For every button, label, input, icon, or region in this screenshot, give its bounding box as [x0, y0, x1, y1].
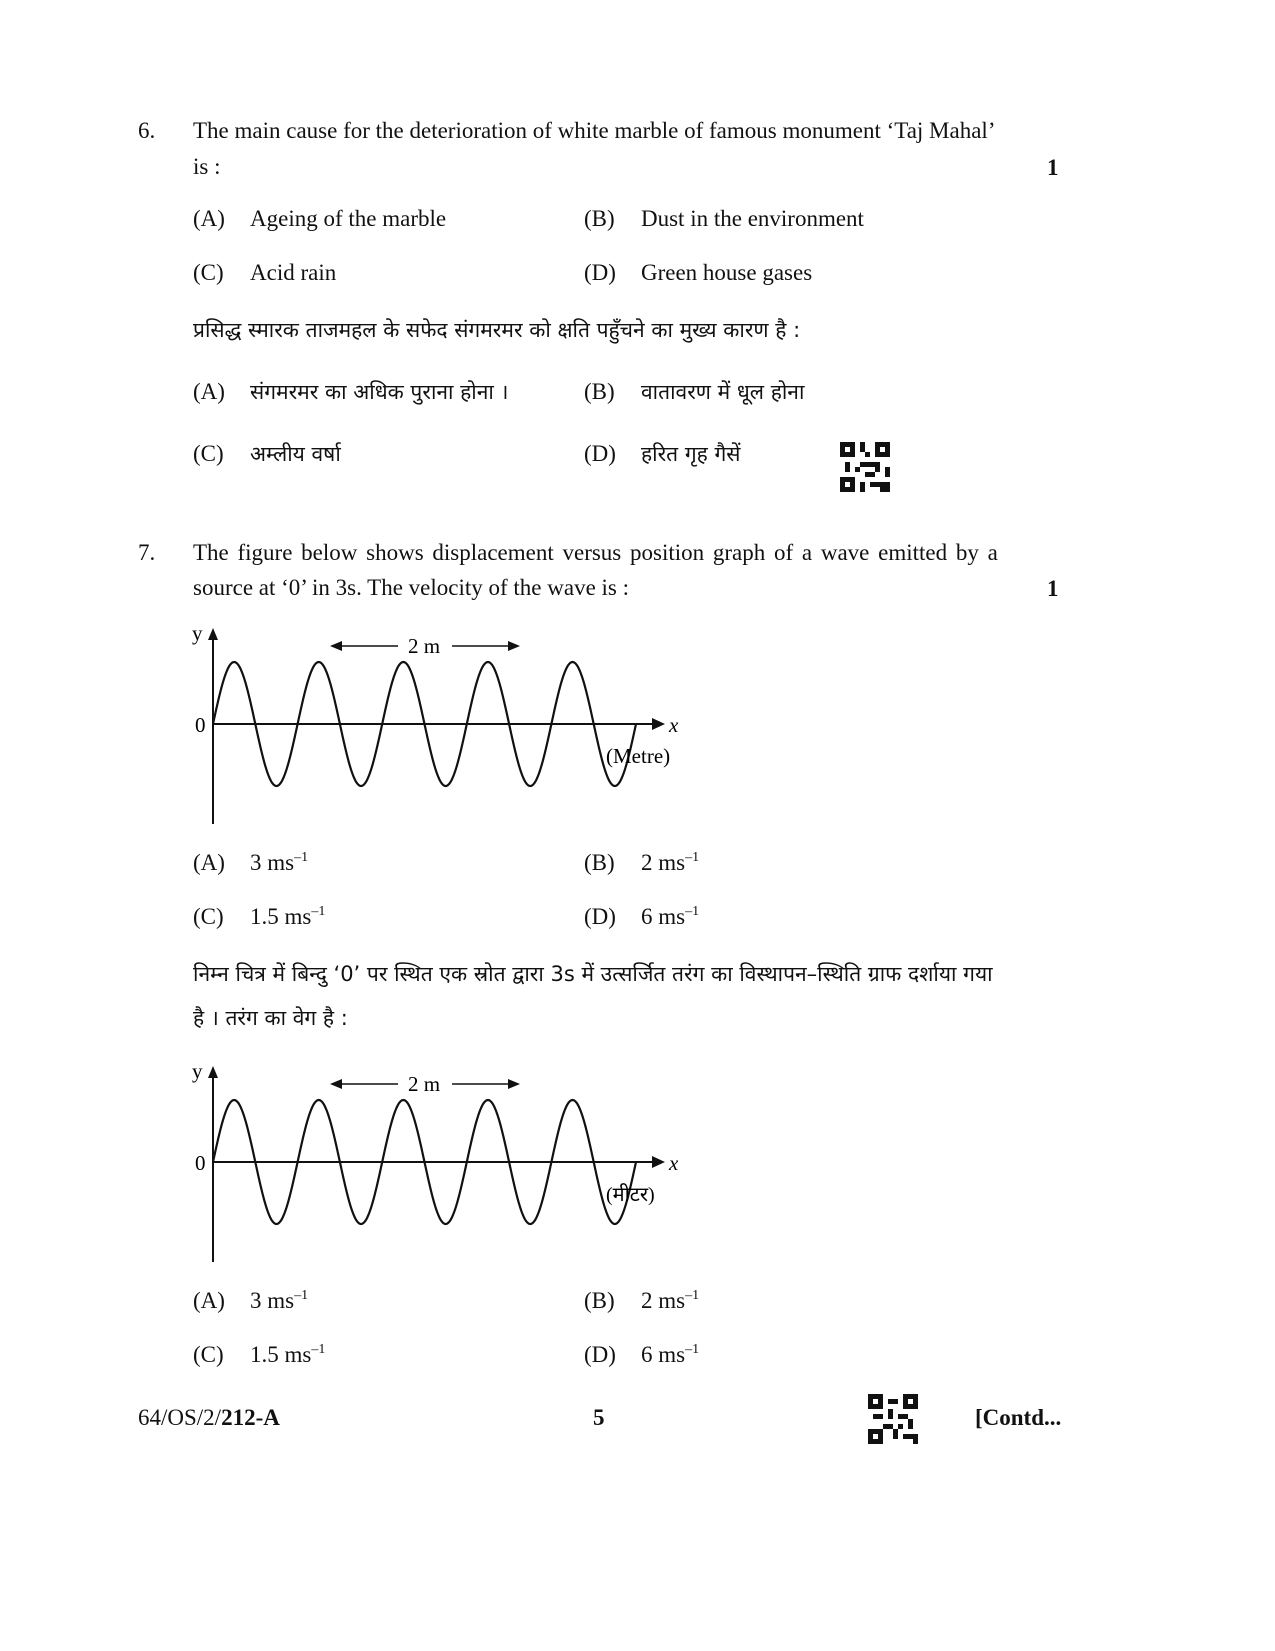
y-axis-arrowhead: [208, 1066, 218, 1078]
wave-graph-hi: [180, 1058, 700, 1268]
q6-option-b-hi: [584, 378, 804, 406]
option-text: Ageing of the marble: [250, 206, 447, 231]
paper-code-set: 212-A: [221, 1405, 280, 1430]
option-exponent: –1: [685, 1288, 700, 1303]
option-label: (D): [584, 441, 616, 466]
option-text: Green house gases: [641, 260, 813, 285]
y-axis-label: y: [192, 1059, 203, 1083]
question-7-number: 7.: [138, 540, 156, 565]
option-exponent: –1: [685, 850, 700, 865]
option-label: (D): [584, 904, 616, 929]
option-exponent: –1: [685, 904, 700, 919]
question-7-text-en-line1: The figure below shows displacement versus position graph of a wave emitted by a: [193, 540, 998, 565]
q6-option-a-hi: [193, 378, 508, 406]
option-label: (A): [193, 1288, 225, 1313]
option-label: (B): [584, 206, 615, 231]
origin-label: 0: [195, 713, 206, 737]
q7-option-c-hi: [193, 1342, 325, 1368]
unit-label: (मीटर): [606, 1184, 655, 1206]
qr-code-icon: [840, 442, 890, 492]
unit-label: (Metre): [606, 744, 671, 768]
option-label: (D): [584, 1342, 616, 1367]
qr-code-icon: [868, 1394, 918, 1444]
continued-label: [Contd...: [975, 1405, 1062, 1430]
q7-option-a-hi: [193, 1288, 308, 1314]
option-text: संगमरमर का अधिक पुराना होना ।: [250, 380, 509, 404]
option-label: (B): [584, 1288, 615, 1313]
question-6-number: 6.: [138, 118, 156, 143]
option-exponent: –1: [685, 1342, 700, 1357]
option-exponent: –1: [294, 1288, 309, 1303]
option-text: Dust in the environment: [641, 206, 864, 231]
q7-option-d-hi: [584, 1342, 699, 1368]
option-label: (C): [193, 1342, 224, 1367]
span-arrowhead-left: [330, 641, 342, 651]
option-label: (C): [193, 260, 224, 285]
option-label: (B): [584, 379, 615, 404]
span-arrowhead-right: [508, 641, 520, 651]
q7-option-b-hi: [584, 1288, 699, 1314]
y-axis-label: y: [192, 621, 203, 645]
question-6-text-en-line2: is :: [193, 154, 221, 179]
option-label: (A): [193, 379, 225, 404]
q6-option-c-hi: [193, 440, 341, 468]
option-label: (D): [584, 260, 616, 285]
q6-option-a-en: [193, 206, 446, 232]
question-6-text-hi: प्रसिद्ध स्मारक ताजमहल के सफेद संगमरमर को क्षति पहुँचने का मुख्य कारण है :: [193, 318, 801, 342]
option-value: 3 ms: [250, 850, 295, 875]
span-label: 2 m: [407, 634, 441, 658]
question-7-text-en-line2: source at ‘0’ in 3s. The velocity of the wave is :: [193, 575, 630, 600]
option-value: 2 ms: [641, 850, 686, 875]
option-text: अम्लीय वर्षा: [250, 442, 341, 466]
paper-code-prefix: 64/OS/2/: [138, 1405, 222, 1430]
option-exponent: –1: [311, 904, 326, 919]
option-value: 3 ms: [250, 1288, 295, 1313]
q6-option-d-en: [584, 260, 812, 286]
option-label: (A): [193, 206, 225, 231]
x-axis-label: x: [669, 1151, 679, 1175]
q7-option-d-en: [584, 904, 699, 930]
option-label: (B): [584, 850, 615, 875]
option-label: (C): [193, 904, 224, 929]
option-text: वातावरण में धूल होना: [641, 380, 805, 404]
q7-option-a-en: [193, 850, 308, 876]
option-label: (A): [193, 850, 225, 875]
span-arrowhead-right: [508, 1079, 520, 1089]
question-7-marks: 1: [1047, 576, 1059, 601]
question-6-text-en-line1: The main cause for the deterioration of white marble of famous monument ‘Taj Mahal’: [193, 118, 996, 143]
q6-option-b-en: [584, 206, 864, 232]
page-number: 5: [593, 1405, 605, 1430]
q6-option-c-en: [193, 260, 336, 286]
origin-label: 0: [195, 1151, 206, 1175]
question-7-text-hi-line2: है । तरंग का वेग है :: [193, 1006, 348, 1030]
question-7-text-hi-line1: निम्न चित्र में बिन्दु ‘0’ पर स्थित एक स्रोत द्वारा 3s में उत्सर्जित तरंग का विस्थापन–स्थिति ग्राफ दर्शाया गया: [193, 962, 993, 986]
option-value: 6 ms: [641, 904, 686, 929]
x-axis-label: x: [669, 713, 679, 737]
q7-option-c-en: [193, 904, 325, 930]
option-text: हरित गृह गैसें: [641, 442, 741, 466]
option-value: 6 ms: [641, 1342, 686, 1367]
option-label: (C): [193, 441, 224, 466]
question-6-marks: 1: [1047, 155, 1059, 180]
wave-graph-en: [180, 620, 700, 830]
option-exponent: –1: [294, 850, 309, 865]
option-text: Acid rain: [250, 260, 337, 285]
x-axis-arrowhead: [652, 1156, 665, 1168]
option-value: 2 ms: [641, 1288, 686, 1313]
option-value: 1.5 ms: [250, 904, 312, 929]
q6-option-d-hi: [584, 440, 741, 468]
q7-option-b-en: [584, 850, 699, 876]
paper-code: [138, 1405, 280, 1431]
x-axis-arrowhead: [652, 718, 665, 730]
span-label: 2 m: [407, 1072, 441, 1096]
y-axis-arrowhead: [208, 628, 218, 640]
option-exponent: –1: [311, 1342, 326, 1357]
span-arrowhead-left: [330, 1079, 342, 1089]
option-value: 1.5 ms: [250, 1342, 312, 1367]
